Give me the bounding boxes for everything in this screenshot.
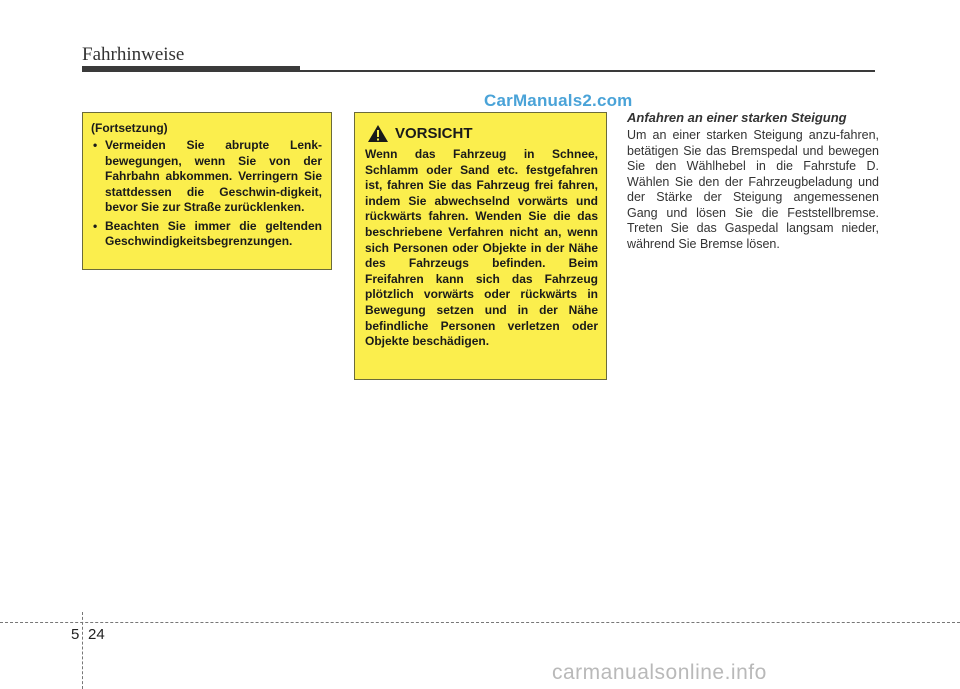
- footer-divider: [0, 622, 960, 623]
- watermark-link-top[interactable]: CarManuals2.com: [484, 91, 633, 110]
- header-rule-thin: [300, 70, 875, 72]
- footer-vertical-divider: [82, 612, 83, 689]
- page-header-title: Fahrhinweise: [82, 44, 185, 65]
- chapter-number: 5: [71, 626, 80, 643]
- bullet-dot-icon: •: [93, 218, 98, 233]
- bullet-text: Vermeiden Sie abrupte Lenk-bewegungen, wenn Sie von der Fahrbahn abkommen. Verringern Sie stattdessen die Geschwin-digkeit, bevor Sie zur Straße zurücklenken.: [105, 138, 322, 214]
- caution-text: Wenn das Fahrzeug in Schnee, Schlamm oder Sand etc. festgefahren ist, fahren Sie das Fahrzeug frei fahren, indem Sie abwechselnd vorwärts und rückwärts fahren. Wenden Sie die das beschriebene Verfahren nicht an, wenn sich Personen oder Objekte in der Nähe des Fahrzeugs befinden. Beim Freifahren kann sich das Fahrzeug plötzlich vorwärts oder rückwärts in Bewegung setzen und in der Nähe befindliche Personen verletzen oder Objekte beschädigen.: [365, 147, 598, 349]
- continuation-note-box: [82, 112, 332, 270]
- caution-title: VORSICHT: [395, 124, 473, 142]
- header-rule-thick: [82, 66, 300, 72]
- continuation-bullet: [91, 138, 322, 216]
- section-heading: Anfahren an einer starken Steigung: [627, 110, 847, 125]
- continuation-title: (Fortsetzung): [91, 121, 168, 135]
- caution-box: [354, 112, 607, 380]
- bullet-dot-icon: •: [93, 138, 98, 152]
- section-body-text: Um an einer starken Steigung anzu-fahren, betätigen Sie das Bremspedal und bewegen Sie den Wählhebel in die Fahrstufe D. Wählen Sie den der Fahrzeugbeladung und der Stärke der Steigung angemessenen Gang und lösen Sie die Feststellbremse. Treten Sie das Gaspedal langsam nieder, während Sie Bremse lösen.: [627, 128, 879, 251]
- watermark-link-bottom[interactable]: carmanualsonline.info: [552, 661, 767, 684]
- continuation-bullet: [91, 219, 322, 250]
- caution-header: [367, 123, 598, 143]
- page-number: 24: [88, 626, 105, 643]
- continuation-list: [91, 138, 322, 250]
- warning-triangle-icon: [367, 124, 389, 143]
- bullet-text: Beachten Sie immer die geltenden Geschwindigkeitsbegrenzungen.: [105, 218, 322, 248]
